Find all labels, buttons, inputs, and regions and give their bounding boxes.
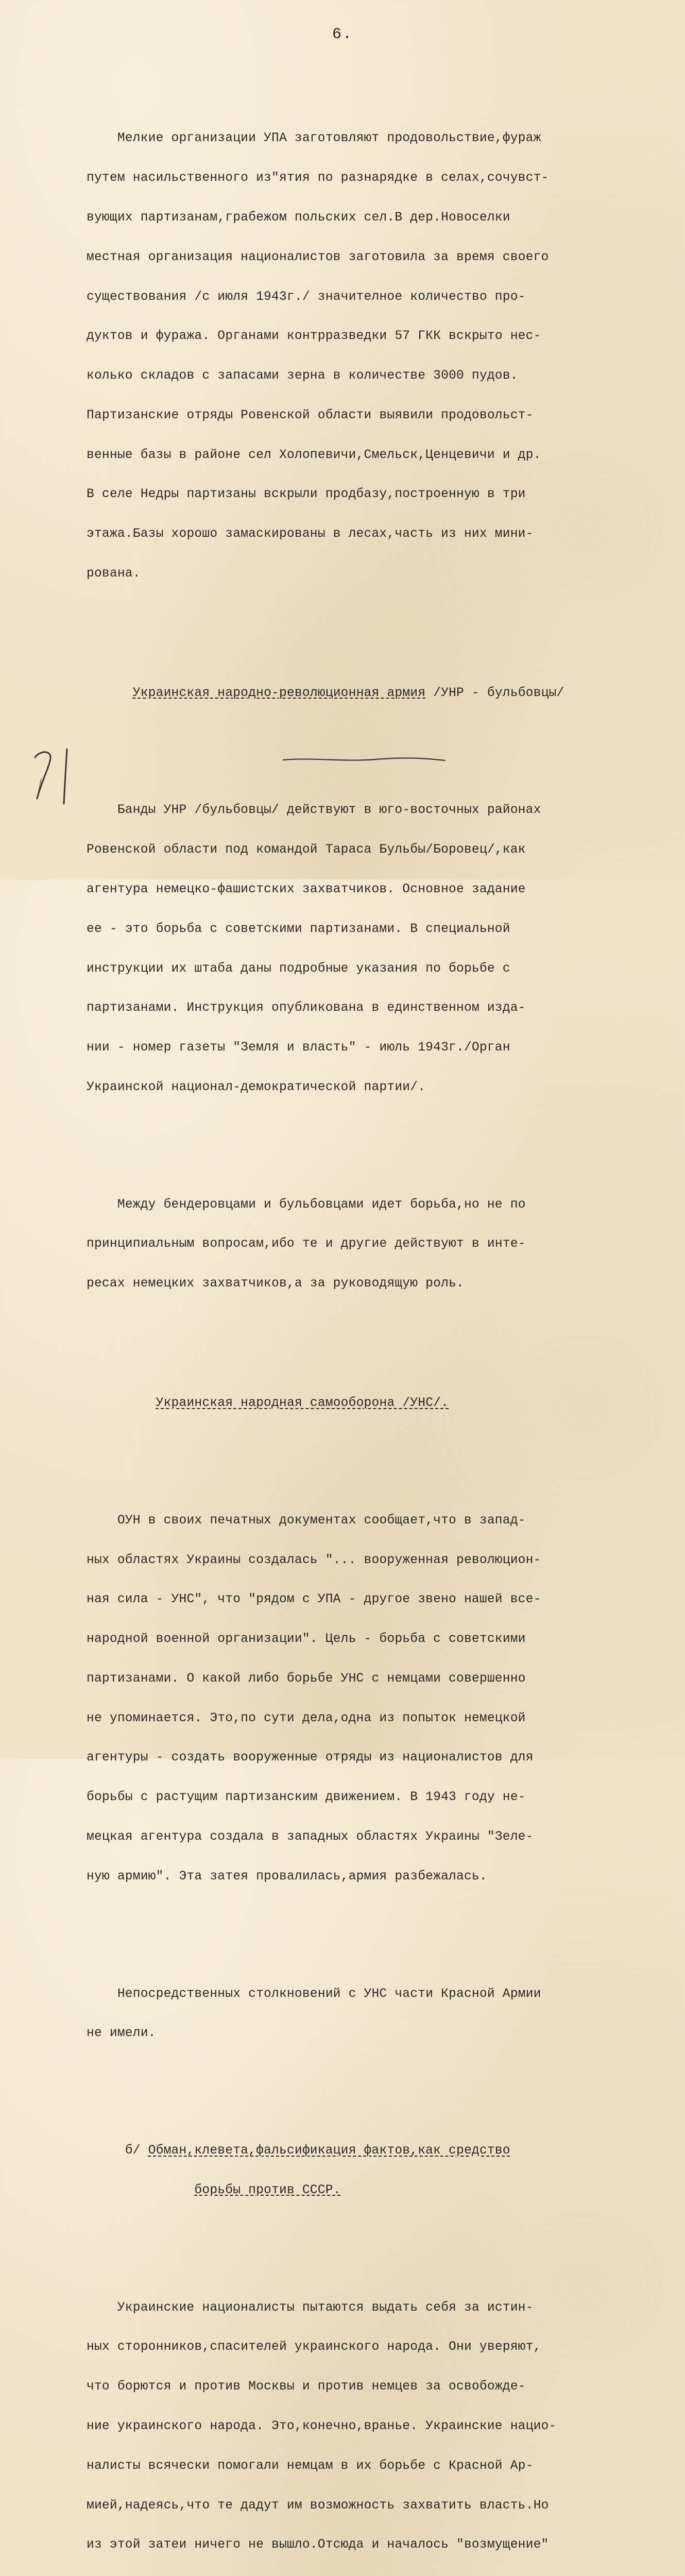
text-line: ресах немецких захватчиков,а за руководящую роль. [87, 1277, 464, 1291]
text-line: инструкции их штаба даны подробные указания по борьбе с [87, 961, 510, 976]
text-line: Украинской национал-демократической партии/. [87, 1080, 426, 1094]
text-line: ее - это борьба с советскими партизанами. В специальной [87, 922, 510, 936]
text-line: не упоминается. Это,по сути дела,одна из попыток немецкой [87, 1711, 526, 1725]
text-line: что борются и против Москвы и против немцев за освобожде- [87, 2380, 526, 2394]
text-line: Партизанские отряды Ровенской области выявили продовольст- [87, 408, 534, 422]
text-line: существования /с июля 1943г./ значителное количество про- [87, 290, 526, 304]
document-body [87, 79, 643, 2576]
heading-underlined: Обман,клевета,фальсификация фактов,как средство [148, 2144, 510, 2158]
text-line: вующих партизанам,грабежом польских сел.В дер.Новоселки [87, 210, 510, 225]
section-heading-unr [87, 687, 643, 700]
text-line: ных областях Украины создалась "... вооруженная революцион- [87, 1553, 541, 1567]
text-line: народной военной организации". Цель - борьба с советскими [87, 1632, 526, 1647]
heading-underlined: борьбы против СССР. [194, 2183, 341, 2197]
text-line: ОУН в своих печатных документах сообщает,что в запад- [87, 1513, 526, 1528]
heading-underlined: Украинская народная самооборона /УНС/. [156, 1396, 449, 1410]
heading-rest: /УНР - бульбовцы/ [425, 686, 564, 700]
text-line: колько складов с запасами зерна в количестве 3000 пудов. [87, 369, 518, 383]
handwritten-strike [282, 755, 446, 765]
text-line: путем насильственного из"ятия по разнарядке в селах,сочувст- [87, 171, 549, 185]
section-heading-b [87, 2144, 643, 2158]
text-line: ние украинского народа. Это,конечно,вранье. Украинские нацио- [87, 2419, 557, 2433]
text-line: этажа.Базы хорошо замаскированы в лесах,часть из них мини- [87, 527, 534, 541]
text-line: партизанами. О какой либо борьбе УНС с немцами совершенно [87, 1671, 526, 1686]
text-line: ных сторонников,спасителей украинского народа. Они уверяют, [87, 2340, 541, 2354]
text-line: Непосредственных столкновений с УНС части Красной Армии [87, 1987, 541, 2001]
text-line: Мелкие организации УПА заготовляют продовольствие,фураж [87, 131, 541, 146]
heading-prefix: б/ [87, 2144, 148, 2158]
heading-underlined: Украинская народно-революционная армия [132, 686, 426, 700]
text-line: Между бендеровцами и бульбовцами идет борьба,но не по [87, 1197, 526, 1212]
text-line: агентура немецко-фашистских захватчиков. Основное задание [87, 883, 526, 897]
text-line: из этой затеи ничего не вышло.Отсюда и началось "возмущение" [87, 2538, 549, 2552]
text-line: мией,надеясь,что те дадут им возможность захватить власть.Но [87, 2498, 549, 2513]
text-line: венные базы в районе сел Холопевичи,Смельск,Ценцевичи и др. [87, 448, 541, 462]
text-line: Ровенской области под командой Тараса Бульбы/Боровец/,как [87, 843, 526, 857]
text-line: агентуры - создать вооруженные отряды из националистов для [87, 1751, 534, 1765]
text-line: партизанами. Инструкция опубликована в единственном изда- [87, 1001, 526, 1015]
text-line: В селе Недры партизаны вскрыли продбазу,построенную в три [87, 487, 526, 502]
text-line: Украинские националисты пытаются выдать себя за истин- [87, 2300, 534, 2315]
text-line: борьбы с растущим партизанским движением. В 1943 году не- [87, 1790, 526, 1805]
text-line: дуктов и фуража. Органами контрразведки 57 ГКК вскрыто нес- [87, 329, 541, 344]
section-heading-b-line-2 [87, 2184, 643, 2197]
text-line: налисты всячески помогали немцам в их борьбе с Красной Ар- [87, 2459, 534, 2473]
text-line: мецкая агентура создала в западных областях Украины "Зеле- [87, 1830, 534, 1844]
text-line: Банды УНР /бульбовцы/ действуют в юго-восточных районах [87, 803, 541, 818]
handwritten-margin-note [30, 746, 76, 808]
text-line: принципиальным вопросам,ибо те и другие действуют в инте- [87, 1237, 526, 1251]
text-line: ная сила - УНС", что "рядом с УПА - другое звено нашей все- [87, 1592, 541, 1607]
text-line: ную армию". Эта затея провалилась,армия разбежалась. [87, 1869, 487, 1884]
text-line: не имели. [87, 2026, 156, 2041]
section-heading-uns [87, 1397, 643, 1410]
page-number: 6. [332, 26, 353, 43]
text-line: местная организация националистов заготовила за время своего [87, 250, 549, 264]
text-line: нии - номер газеты "Земля и власть" - июль 1943г./Орган [87, 1041, 510, 1055]
text-line: рована. [87, 566, 141, 581]
